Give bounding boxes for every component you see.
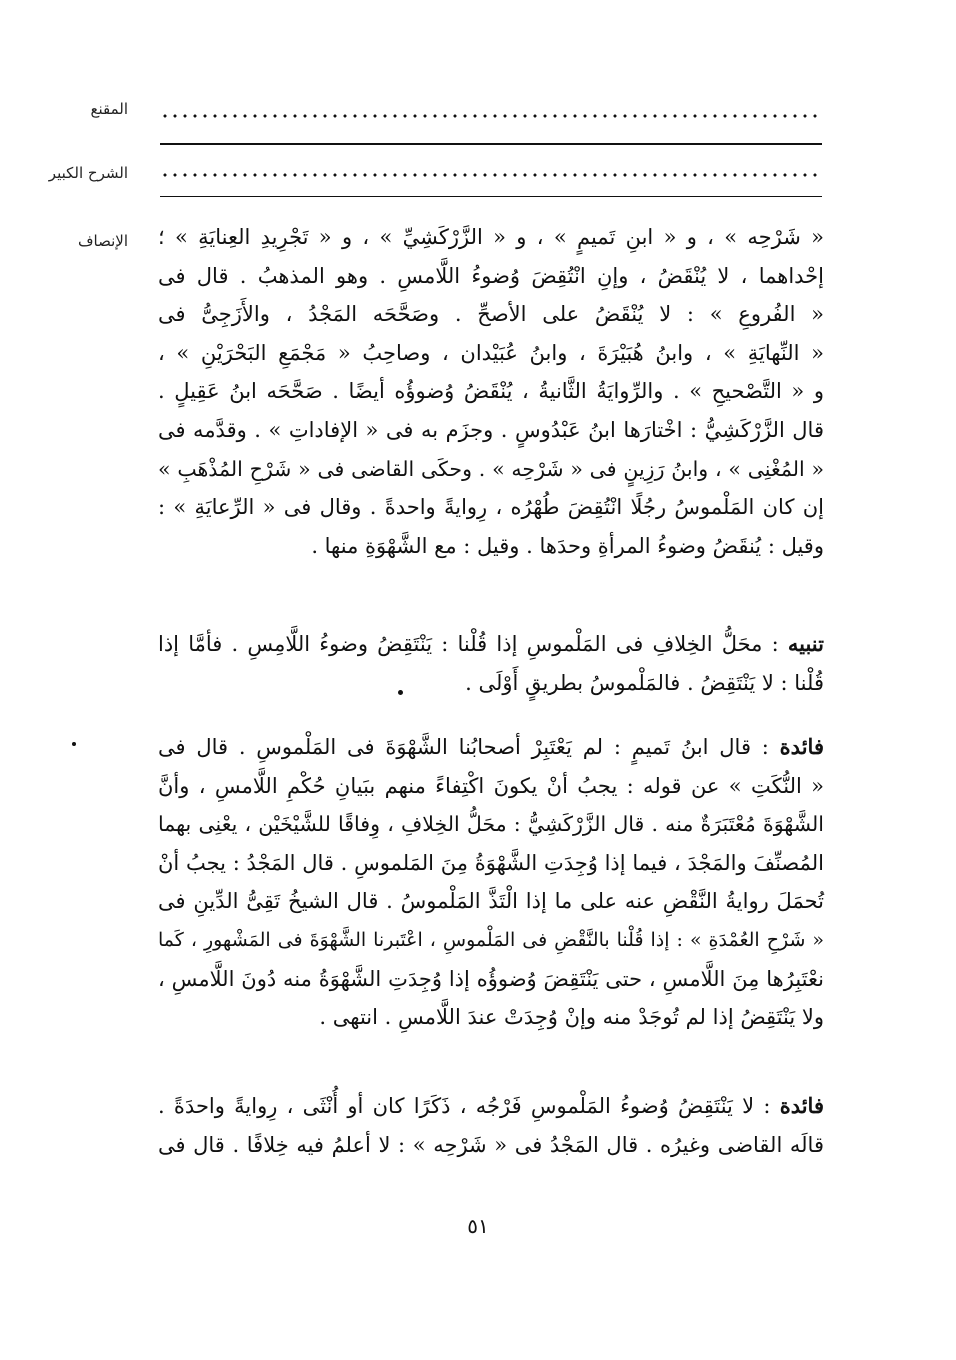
text-line: وقيل : يُنقَضُ وضوءُ المرأةِ وحدَها . وقيل : مع الشَّهْوَةِ منها . xyxy=(311,533,824,558)
text-line: « شَرْحِ العُمْدَةِ » : إذا قُلْنا بالنَّقْضِ فى المَلْموسِ ، اعْتَبرنا الشَّهْوَةَ فى المَشْهورِ ، كَما xyxy=(158,928,824,951)
text-line: إحْداهما ، لا يُنْقَضُ ، وإنِ انْتُقِضَ وُضوءُ اللَّامسِ . وهو المذهبُ . قال فى xyxy=(158,263,824,288)
text-line xyxy=(158,625,824,664)
text-line: و « التَّصْحيحِ » . والرِّوايَةُ الثَّانيةُ ، يُنْقَضُ وُضوؤُه أيضًا . صَحَّحَه ابنُ عَقِيلٍ . xyxy=(158,379,824,404)
text-line: « شَرْحِه » ، و « ابنِ تَميمٍ » ، و « الزَّرْكَشِيِّ » ، و « تَجْرِيدِ العِنايَةِ » ؛ xyxy=(158,225,824,249)
paragraph-faida-2 xyxy=(158,1087,824,1164)
faida-heading: فائدة xyxy=(779,1093,824,1118)
text-line: « النُّكَتِ » عن قوله : يجبُ أنْ يكونَ اكْتِفاءً منهم ببَيانِ حُكْمِ اللَّامسِ ، وأنَّ xyxy=(158,773,824,798)
paragraph-1 xyxy=(158,218,824,565)
text-line: ولا يَنْتَقِضُ إذا لم تُوجَدْ منه وإنْ وُجِدَتْ عندَ اللَّامسِ . انتهى . xyxy=(319,1005,824,1030)
thin-rule xyxy=(160,196,822,197)
tanbih-heading: تنبيه xyxy=(787,631,824,656)
stray-mark xyxy=(398,690,403,695)
text-line: « النِّهايَةِ » ، وابنُ هُبَيْرَةَ ، وابنُ عُبَيْدان ، وصاحِبُ « مَجْمَعِ البَحْرَيْنِ » ، xyxy=(158,340,824,365)
text-fragment: : لا يَنْتَقِضُ وُضوءُ المَلْموسِ فَرْجُه ، ذَكَرًا كان أو أُنْثَى ، رِوايةً واحدَةً . xyxy=(158,1094,771,1118)
text-line: إن كان المَلْموسُ رجُلًا انْتُقِضَ طُهْرُه ، رِوايةً واحدةً . وقال فى « الرِّعايَةِ » : xyxy=(158,495,824,520)
text-fragment: : قال ابنُ تَميمٍ : لم يَعْتَبِرْ أصحابُنا الشَّهْوَةَ فى المَلْموسِ . قال فى xyxy=(158,735,769,759)
text-line: الشَّهْوَةَ مُعْتَبَرَةٌ منه . قال الزَّرْكَشِيُّ : محَلُّ الخِلافِ ، وِفاقًا للشَّيْخَيْن ، يعْنِى بهما xyxy=(158,812,824,837)
text-line xyxy=(158,1087,824,1126)
text-line: قالَه القاضى وغيرُه . قال المَجْدُ فى « شَرْحِه » : لا أعلمُ فيه خِلافًا . قال فى xyxy=(158,1132,824,1157)
stray-mark xyxy=(72,742,76,746)
text-line: تُحمَلَ روايةُ النَّقْضِ عنه على ما إذا الْتَذَّ المَلْموسُ . قال الشيخُ تَقِىُّ الدِّينِ فى xyxy=(158,889,824,914)
text-fragment: : محَلُّ الخِلافِ فى المَلْموسِ إذا قُلْنا : يَنْتَقِضُ وضوءُ اللَّامِسِ . فأمَّا إذا xyxy=(158,632,779,656)
text-line: قُلْنا : لا يَنْتَقِضُ . فالمَلْموسُ بطريقٍ أَوْلَى . xyxy=(465,670,824,695)
text-line: « الفُروعِ » : لا يُنْقَضُ على الأصحِّ . وصَحَّحَه المَجْدُ ، والأَزَجِىُّ فى xyxy=(158,302,824,327)
text-line: نعْتَبِرُها مِنَ اللَّامسِ ، حتى يَنْتَقِضَ وُضوؤُه إذا وُجِدَتِ الشَّهْوَةُ منه دُونَ اللَّامسِ ، xyxy=(158,966,824,991)
thick-rule xyxy=(160,143,822,145)
faida-heading: فائدة xyxy=(779,734,824,759)
text-line: « المُغْنِى » ، وابنُ رَزِينٍ فى « شَرْحِه » . وحكَى القاضى فى « شَرْحِ المُذْهَبِ » xyxy=(158,456,824,481)
label-muqni: المقنع xyxy=(90,100,128,118)
text-line: قال الزَّرْكَشِيُّ : اخْتارَها ابنُ عَبْدُوسٍ . وجزَم به فى « الإفاداتِ » . وقدَّمه فى xyxy=(158,417,824,442)
paragraph-faida-1 xyxy=(158,728,824,1037)
paragraph-tanbih xyxy=(158,625,824,702)
dotted-rule-muqni xyxy=(160,114,822,118)
page-number: ٥١ xyxy=(467,1214,489,1238)
text-line xyxy=(158,728,824,767)
label-insaf: الإنصاف xyxy=(77,232,128,250)
label-sharh-kabir: الشرح الكبير xyxy=(48,164,128,182)
dotted-rule-sharh xyxy=(160,173,822,177)
text-line: المُصنِّفَ والمَجْدَ ، فيما إذا وُجِدَتِ الشَّهْوَةُ مِنَ المَلموسِ . قال المَجْدُ : يجبُ أنْ xyxy=(158,850,824,875)
